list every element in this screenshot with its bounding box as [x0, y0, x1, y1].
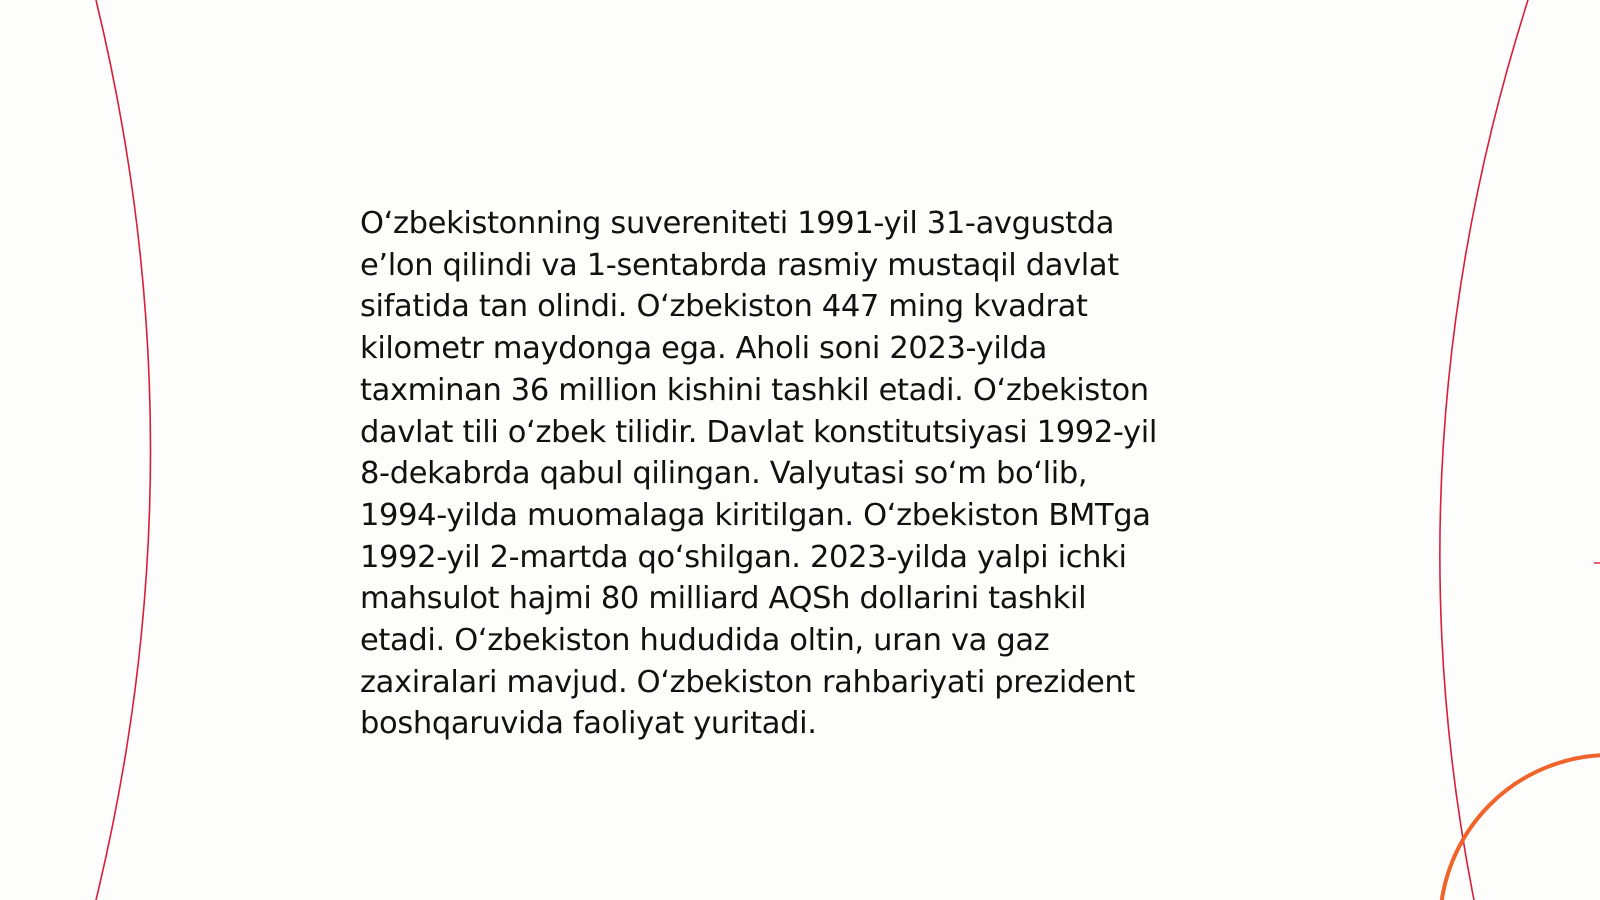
paragraph-line: zaxiralari mavjud. O‘zbekiston rahbariyati prezident: [360, 664, 1136, 700]
paragraph-line: sifatida tan olindi. O‘zbekiston 447 ming kvadrat: [360, 289, 1088, 325]
right-arc-curve: [1440, 0, 1528, 900]
paragraph-line: davlat tili o‘zbek tilidir. Davlat konstitutsiyasi 1992-yil: [360, 414, 1157, 450]
paragraph-line: taxminan 36 million kishini tashkil etadi. O‘zbekiston: [360, 372, 1149, 408]
paragraph-line: mahsulot hajmi 80 milliard AQSh dollarini tashkil: [360, 581, 1087, 617]
paragraph-line: 8-dekabrda qabul qilingan. Valyutasi so‘m bo‘lib,: [360, 456, 1088, 492]
paragraph-line: kilometr maydonga ega. Aholi soni 2023-yilda: [360, 331, 1047, 367]
body-paragraph: [360, 203, 1240, 745]
orange-circle-accent: [1440, 755, 1600, 900]
paragraph-line: O‘zbekistonning suvereniteti 1991-yil 31-avgustda: [360, 206, 1115, 241]
paragraph-line: boshqaruvida faoliyat yuritadi.: [360, 706, 817, 742]
paragraph-line: etadi. O‘zbekiston hududida oltin, uran va gaz: [360, 623, 1050, 659]
paragraph-line: 1992-yil 2-martda qo‘shilgan. 2023-yilda yalpi ichki: [360, 539, 1127, 575]
paragraph-line: e’lon qilindi va 1-sentabrda rasmiy mustaqil davlat: [360, 247, 1119, 283]
paragraph-line: 1994-yilda muomalaga kiritilgan. O‘zbekiston BMTga: [360, 497, 1151, 533]
left-arc-curve: [96, 0, 151, 900]
